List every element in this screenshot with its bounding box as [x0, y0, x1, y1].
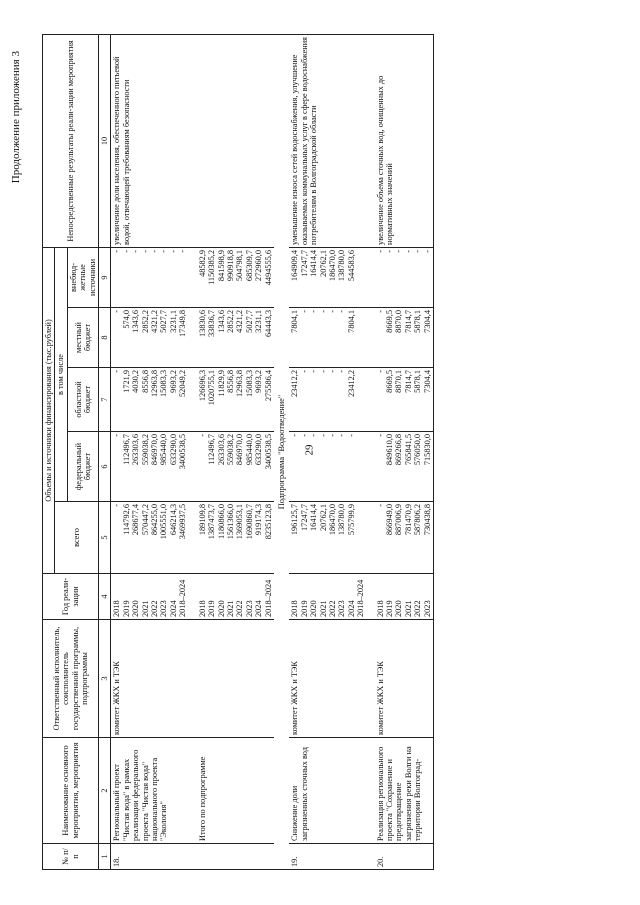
cell-value: 919174,3 — [254, 504, 264, 536]
row-exec: комитет ЖКХ и ТЭК — [289, 620, 366, 738]
cell-value: 23412,2 — [290, 370, 300, 397]
row-name: Снижение доли загрязненных сточных вод — [289, 738, 366, 844]
cell-value: 12963,8 — [150, 370, 160, 397]
rotated-table-page — [10, 35, 602, 870]
header-year: Год реали-зации — [43, 574, 99, 620]
ext-values — [289, 247, 366, 307]
cell-value: 2023 — [422, 600, 432, 617]
cell-value: - — [150, 249, 160, 253]
cell-value: 4321,2 — [150, 310, 160, 333]
cell-value: 841598,9 — [216, 249, 226, 282]
fed-values — [289, 432, 366, 502]
cell-value: 263303,6 — [216, 434, 226, 466]
cell-value: 12963,8 — [235, 370, 245, 397]
cell-value: - — [309, 434, 319, 437]
cell-value: 2018 — [112, 600, 122, 617]
cell-value: 846970,0 — [235, 434, 245, 466]
row-exec: комитет ЖКХ и ТЭК — [111, 620, 189, 738]
reg-values — [111, 368, 189, 432]
cell-value: 2024 — [346, 600, 356, 617]
cell-value: 48582,9 — [197, 249, 207, 277]
year-list — [111, 574, 189, 620]
cell-value: 1721,9 — [121, 370, 131, 393]
financing-table — [42, 34, 434, 870]
cell-value: 23412,2 — [346, 370, 356, 397]
cell-value: 2018 — [197, 600, 207, 617]
cell-value: 633290,0 — [254, 434, 264, 466]
cell-value: 2021 — [403, 600, 413, 617]
cell-value: 126696,3 — [197, 370, 207, 402]
cell-value: - — [159, 249, 169, 253]
cell-value: 8556,8 — [225, 370, 235, 393]
header-num: № п/п — [43, 844, 99, 870]
col-num: 4 — [99, 574, 111, 620]
cell-value: - — [318, 434, 328, 437]
cell-value: 570447,2 — [140, 504, 150, 536]
cell-value: 9693,2 — [168, 370, 178, 393]
col-num: 3 — [99, 620, 111, 738]
cell-value: 1343,6 — [216, 310, 226, 333]
cell-value: 7804,1 — [290, 310, 300, 333]
total-values — [289, 502, 366, 574]
header-loc: местный бюджет — [67, 308, 98, 368]
table-row — [197, 34, 274, 869]
cell-value: 990918,8 — [225, 249, 235, 282]
cell-value: 8669,5 — [385, 310, 394, 333]
cell-value: 8556,8 — [140, 370, 150, 393]
cell-value: - — [112, 370, 122, 373]
cell-value: - — [197, 434, 207, 437]
cell-value: - — [337, 370, 347, 373]
header-exec: Ответственный исполнитель, соисполнитель государственной программы, подпрограммы — [43, 620, 99, 738]
ext-values — [111, 247, 189, 307]
cell-value: 8669,5 — [385, 370, 394, 393]
cell-value: - — [375, 370, 385, 373]
cell-value: 17247,7 — [299, 249, 309, 277]
cell-value: 16414,4 — [309, 504, 319, 531]
cell-value: 587806,2 — [413, 504, 423, 536]
cell-value: 189109,8 — [197, 504, 207, 536]
header-result: Непосредственные результаты реали-зации мероприятия — [43, 34, 99, 247]
reg-values — [289, 368, 366, 432]
cell-value: 2022 — [235, 600, 245, 617]
cell-value: - — [112, 434, 122, 437]
cell-value: 1561366,0 — [225, 504, 235, 540]
total-values — [375, 502, 434, 574]
cell-value: 5027,7 — [244, 310, 254, 333]
cell-value: 2018–2024 — [178, 579, 188, 617]
cell-value: 4321,2 — [235, 310, 245, 333]
cell-value: 633290,0 — [168, 434, 178, 466]
cell-value: - — [299, 370, 309, 373]
cell-value: - — [140, 249, 150, 253]
cell-value: 2023 — [244, 600, 254, 617]
cell-value: - — [337, 310, 347, 313]
cell-value: 112496,7 — [207, 434, 217, 465]
cell-value: 646214,3 — [168, 504, 178, 536]
cell-value: 268677,4 — [131, 504, 141, 536]
row-num: 20. — [375, 844, 434, 870]
cell-value: 263303,6 — [131, 434, 141, 466]
cell-value: 3231,1 — [254, 310, 264, 333]
cell-value: 138780,0 — [337, 249, 347, 282]
cell-value: - — [131, 249, 141, 253]
cell-value: 64443,3 — [263, 310, 273, 337]
cell-value: - — [309, 310, 319, 313]
cell-value: 559038,2 — [140, 434, 150, 466]
cell-value: 5878,1 — [413, 310, 423, 333]
cell-value: - — [337, 434, 347, 437]
cell-value: 2024 — [254, 600, 264, 617]
loc-values — [111, 308, 189, 368]
cell-value: 8870,1 — [394, 370, 404, 393]
cell-value: 7304,4 — [422, 370, 432, 393]
cell-value: - — [309, 370, 319, 373]
cell-value: 715830,0 — [422, 434, 432, 466]
cell-value: - — [121, 249, 131, 253]
cell-value: 112496,7 — [121, 434, 131, 465]
cell-value: 2022 — [327, 600, 337, 617]
cell-value: 4030,2 — [131, 370, 141, 393]
cell-value: 574,0 — [121, 310, 131, 329]
row-result: увеличение объема сточных вод, очищенных до нормативных значений — [375, 34, 434, 247]
cell-value: 20762,1 — [318, 504, 328, 531]
loc-values — [197, 308, 274, 368]
col-num: 2 — [99, 738, 111, 844]
cell-value: 559038,2 — [225, 434, 235, 466]
row-result: увеличение доли населения, обеспеченного питьевой водой, отвечающей требованиям безопасности — [111, 34, 189, 247]
cell-value: 866949,0 — [385, 504, 394, 536]
cell-value: 2852,2 — [140, 310, 150, 333]
total-values — [197, 502, 274, 574]
cell-value: 186470,0 — [327, 249, 337, 282]
cell-value: 5878,1 — [413, 370, 423, 393]
col-num: 5 — [99, 502, 111, 574]
ext-values — [375, 247, 434, 307]
cell-value: - — [346, 434, 356, 437]
year-list — [197, 574, 274, 620]
cell-value: 1005551,0 — [159, 504, 169, 540]
header-incl: в том числе — [55, 247, 67, 501]
cell-value: 52049,2 — [178, 370, 188, 397]
cell-value: 1180866,0 — [216, 504, 226, 539]
cell-value: 9693,2 — [254, 370, 264, 393]
cell-value: 1690860,7 — [244, 504, 254, 540]
cell-value: 1369053,1 — [235, 504, 245, 540]
cell-value: 2024 — [168, 600, 178, 617]
cell-value: 275586,4 — [263, 370, 273, 402]
cell-value: 2020 — [131, 600, 141, 617]
cell-value: - — [375, 249, 385, 253]
header-finance: Объемы и источники финансирования (тыс.рублей) — [43, 247, 55, 573]
cell-value: 985440,0 — [244, 434, 254, 466]
cell-value: 138780,0 — [337, 504, 347, 536]
cell-value: 869266,8 — [394, 434, 404, 466]
cell-value: 2021 — [225, 600, 235, 617]
cell-value: 846970,0 — [150, 434, 160, 466]
cell-value: 1020755,1 — [207, 370, 217, 406]
cell-value: - — [385, 249, 394, 253]
cell-value: 4494555,6 — [263, 249, 273, 286]
cell-value: 2020 — [309, 600, 319, 617]
subprogram-title: Подпрограмма "Водоотведение" — [274, 34, 289, 869]
cell-value: 2018 — [375, 600, 385, 617]
row-name: Итого по подпрограмме — [197, 738, 274, 844]
cell-value: 685309,7 — [244, 249, 254, 282]
cell-value: 114792,6 — [121, 504, 131, 535]
cell-value: 16414,4 — [309, 249, 319, 277]
cell-value: 7814,7 — [403, 370, 413, 393]
cell-value: - — [112, 504, 122, 507]
cell-value: - — [327, 434, 337, 437]
reg-values — [375, 368, 434, 432]
cell-value: 2019 — [121, 600, 131, 617]
cell-value: - — [299, 434, 309, 437]
col-num: 1 — [99, 844, 111, 870]
col-num: 8 — [99, 308, 111, 368]
cell-value: 11829,9 — [216, 370, 226, 397]
cell-value: - — [290, 434, 300, 437]
cell-value: - — [375, 504, 385, 507]
cell-value: - — [422, 249, 432, 253]
fed-values — [197, 432, 274, 502]
year-list — [375, 574, 434, 620]
cell-value: 2852,2 — [225, 310, 235, 333]
cell-value: 1150385,2 — [207, 249, 217, 285]
cell-value: 765841,5 — [403, 434, 413, 466]
subprogram-row — [274, 34, 289, 869]
page-number: 29 — [303, 444, 316, 456]
cell-value: 887006,9 — [394, 504, 404, 536]
cell-value: 164909,4 — [290, 249, 300, 282]
cell-value: 2018–2024 — [356, 579, 366, 617]
cell-value: - — [375, 434, 385, 437]
header-fed: федеральный бюджет — [67, 432, 98, 502]
continuation-label: Продолжение приложения 3 — [10, 51, 22, 184]
cell-value: 576050,0 — [413, 434, 423, 466]
header-reg: областной бюджет — [67, 368, 98, 432]
cell-value: 186470,0 — [327, 504, 337, 536]
row-num: 18. — [111, 844, 189, 870]
column-numbers-row — [99, 34, 111, 869]
cell-value: 3400538,5 — [263, 434, 273, 470]
loc-values — [289, 308, 366, 368]
cell-value: 15083,3 — [244, 370, 254, 397]
cell-value: 5027,7 — [159, 310, 169, 333]
col-num: 9 — [99, 247, 111, 307]
cell-value: 33836,7 — [207, 310, 217, 337]
header-ext: внебюд-жетные источники — [67, 247, 98, 307]
cell-value: 20762,1 — [318, 249, 328, 277]
cell-value: - — [394, 249, 404, 253]
cell-value: - — [112, 310, 122, 313]
cell-value: - — [327, 310, 337, 313]
year-list — [289, 574, 366, 620]
col-num: 10 — [99, 34, 111, 247]
cell-value: 504798,1 — [235, 249, 245, 282]
loc-values — [375, 308, 434, 368]
cell-value: 781470,9 — [403, 504, 413, 536]
cell-value: 730438,8 — [422, 504, 432, 536]
col-num: 6 — [99, 432, 111, 502]
total-values — [111, 502, 189, 574]
cell-value: 2023 — [337, 600, 347, 617]
cell-value: 2022 — [413, 600, 423, 617]
cell-value: 17247,7 — [299, 504, 309, 531]
header-name: Наименование основного мероприятия, мероприятия — [43, 738, 99, 844]
table-row — [375, 34, 434, 869]
header-total: всего — [55, 502, 99, 574]
cell-value: 196125,7 — [290, 504, 300, 536]
cell-value: 15083,3 — [159, 370, 169, 397]
row-name: Региональный проект "Чистая вода" в рамках реализации федерального проекта "Чистая вода" национального проекта "Экология" — [111, 738, 189, 844]
cell-value: 2021 — [140, 600, 150, 617]
ext-values — [197, 247, 274, 307]
cell-value: 272960,0 — [254, 249, 264, 282]
cell-value: 2020 — [216, 600, 226, 617]
cell-value: 3400538,5 — [178, 434, 188, 470]
cell-value: 849610,0 — [385, 434, 394, 466]
fed-values — [111, 432, 189, 502]
row-num: 19. — [289, 844, 366, 870]
cell-value: - — [318, 370, 328, 373]
cell-value: 3469937,5 — [178, 504, 188, 540]
cell-value: - — [299, 310, 309, 313]
cell-value: 2019 — [385, 600, 394, 617]
table-row — [111, 34, 189, 869]
cell-value: - — [112, 249, 122, 253]
row-exec: комитет ЖКХ и ТЭК — [375, 620, 434, 738]
cell-value: 3231,1 — [168, 310, 178, 333]
cell-value: 1343,6 — [131, 310, 141, 333]
cell-value: 17349,8 — [178, 310, 188, 337]
cell-value: 2021 — [318, 600, 328, 617]
cell-value: 864255,0 — [150, 504, 160, 536]
cell-value: 2019 — [207, 600, 217, 617]
cell-value: 2018–2024 — [263, 579, 273, 617]
cell-value: 2022 — [150, 600, 160, 617]
cell-value: 575799,9 — [346, 504, 356, 536]
table-row — [289, 34, 366, 869]
cell-value: - — [413, 249, 423, 253]
cell-value: 1387473,7 — [207, 504, 217, 540]
cell-value: - — [168, 249, 178, 253]
cell-value: 985440,0 — [159, 434, 169, 466]
fed-values — [375, 432, 434, 502]
cell-value: 2018 — [290, 600, 300, 617]
cell-value: 13830,6 — [197, 310, 207, 337]
cell-value: 2020 — [394, 600, 404, 617]
cell-value: 544583,6 — [346, 249, 356, 282]
row-name: Реализация регионального проекта "Сохранение и предотвращение загрязнения реки Волги на территории Волгоград- — [375, 738, 434, 844]
cell-value: 7814,7 — [403, 310, 413, 333]
cell-value: - — [403, 249, 413, 253]
cell-value: 7304,4 — [422, 310, 432, 333]
cell-value: 8235123,8 — [263, 504, 273, 540]
cell-value: 2023 — [159, 600, 169, 617]
cell-value: - — [327, 370, 337, 373]
cell-value: 8870,0 — [394, 310, 404, 333]
cell-value: - — [375, 310, 385, 313]
row-result: уменьшение износа сетей водоснабжения, улучшение оказываемых коммунальных услуг в сфере водоснабжения потребителям в Волгоградской области — [289, 34, 366, 247]
cell-value: - — [178, 249, 188, 253]
cell-value: 7804,1 — [346, 310, 356, 333]
reg-values — [197, 368, 274, 432]
col-num: 7 — [99, 368, 111, 432]
cell-value: 2019 — [299, 600, 309, 617]
cell-value: - — [318, 310, 328, 313]
